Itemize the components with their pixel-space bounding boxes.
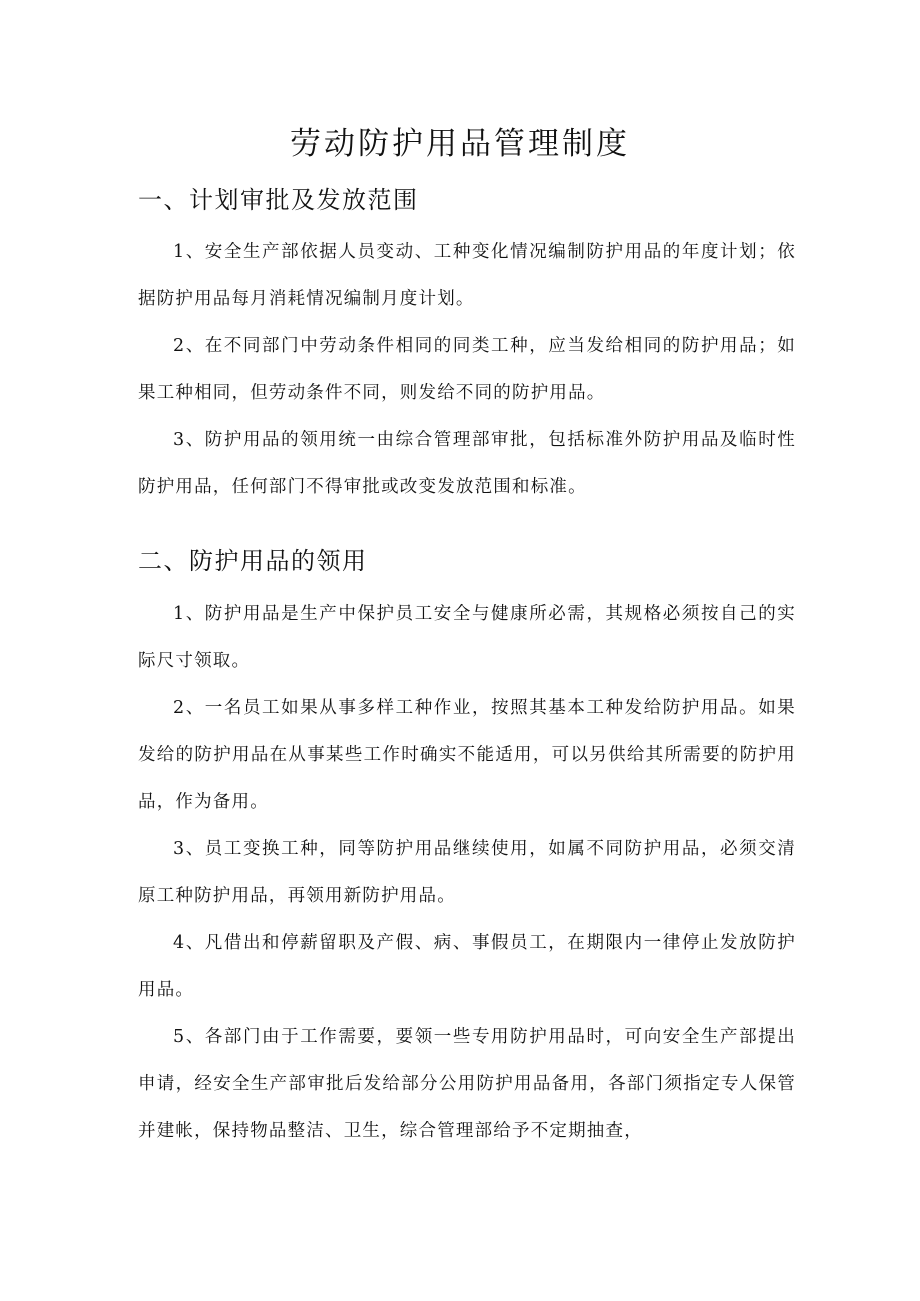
paragraph: 3、员工变换工种，同等防护用品继续使用，如属不同防护用品，必须交清原工种防护用品，再领用新防护用品。	[138, 839, 796, 906]
paragraph: 4、凡借出和停薪留职及产假、病、事假员工，在期限内一律停止发放防护用品。	[138, 933, 796, 1000]
paragraph: 2、在不同部门中劳动条件相同的同类工种，应当发给相同的防护用品；如果工种相同，但劳动条件不同，则发给不同的防护用品。	[138, 336, 796, 403]
paragraph: 1、防护用品是生产中保护员工安全与健康所必需，其规格必须按自己的实际尺寸领取。	[138, 604, 796, 671]
document-title: 劳动防护用品管理制度	[290, 126, 630, 162]
paragraph: 1、安全生产部依据人员变动、工种变化情况编制防护用品的年度计划；依据防护用品每月消耗情况编制月度计划。	[138, 242, 796, 309]
section-approval-scope	[138, 178, 796, 511]
section-requisition	[138, 539, 796, 1155]
paragraph: 3、防护用品的领用统一由综合管理部审批，包括标准外防护用品及临时性防护用品，任何部门不得审批或改变发放范围和标准。	[138, 430, 796, 497]
section-paragraphs	[138, 591, 796, 1155]
section-heading: 一、计划审批及发放范围	[138, 186, 419, 214]
document-body	[138, 178, 796, 1155]
section-paragraphs	[138, 229, 796, 511]
section-heading: 二、防护用品的领用	[138, 547, 368, 575]
paragraph: 2、一名员工如果从事多样工种作业，按照其基本工种发给防护用品。如果发给的防护用品在从事某些工作时确实不能适用，可以另供给其所需要的防护用品，作为备用。	[138, 698, 796, 812]
paragraph: 5、各部门由于工作需要，要领一些专用防护用品时，可向安全生产部提出申请，经安全生产部审批后发给部分公用防护用品备用，各部门须指定专人保管并建帐，保持物品整洁、卫生，综合管理部给予不定期抽查，	[138, 1027, 796, 1141]
